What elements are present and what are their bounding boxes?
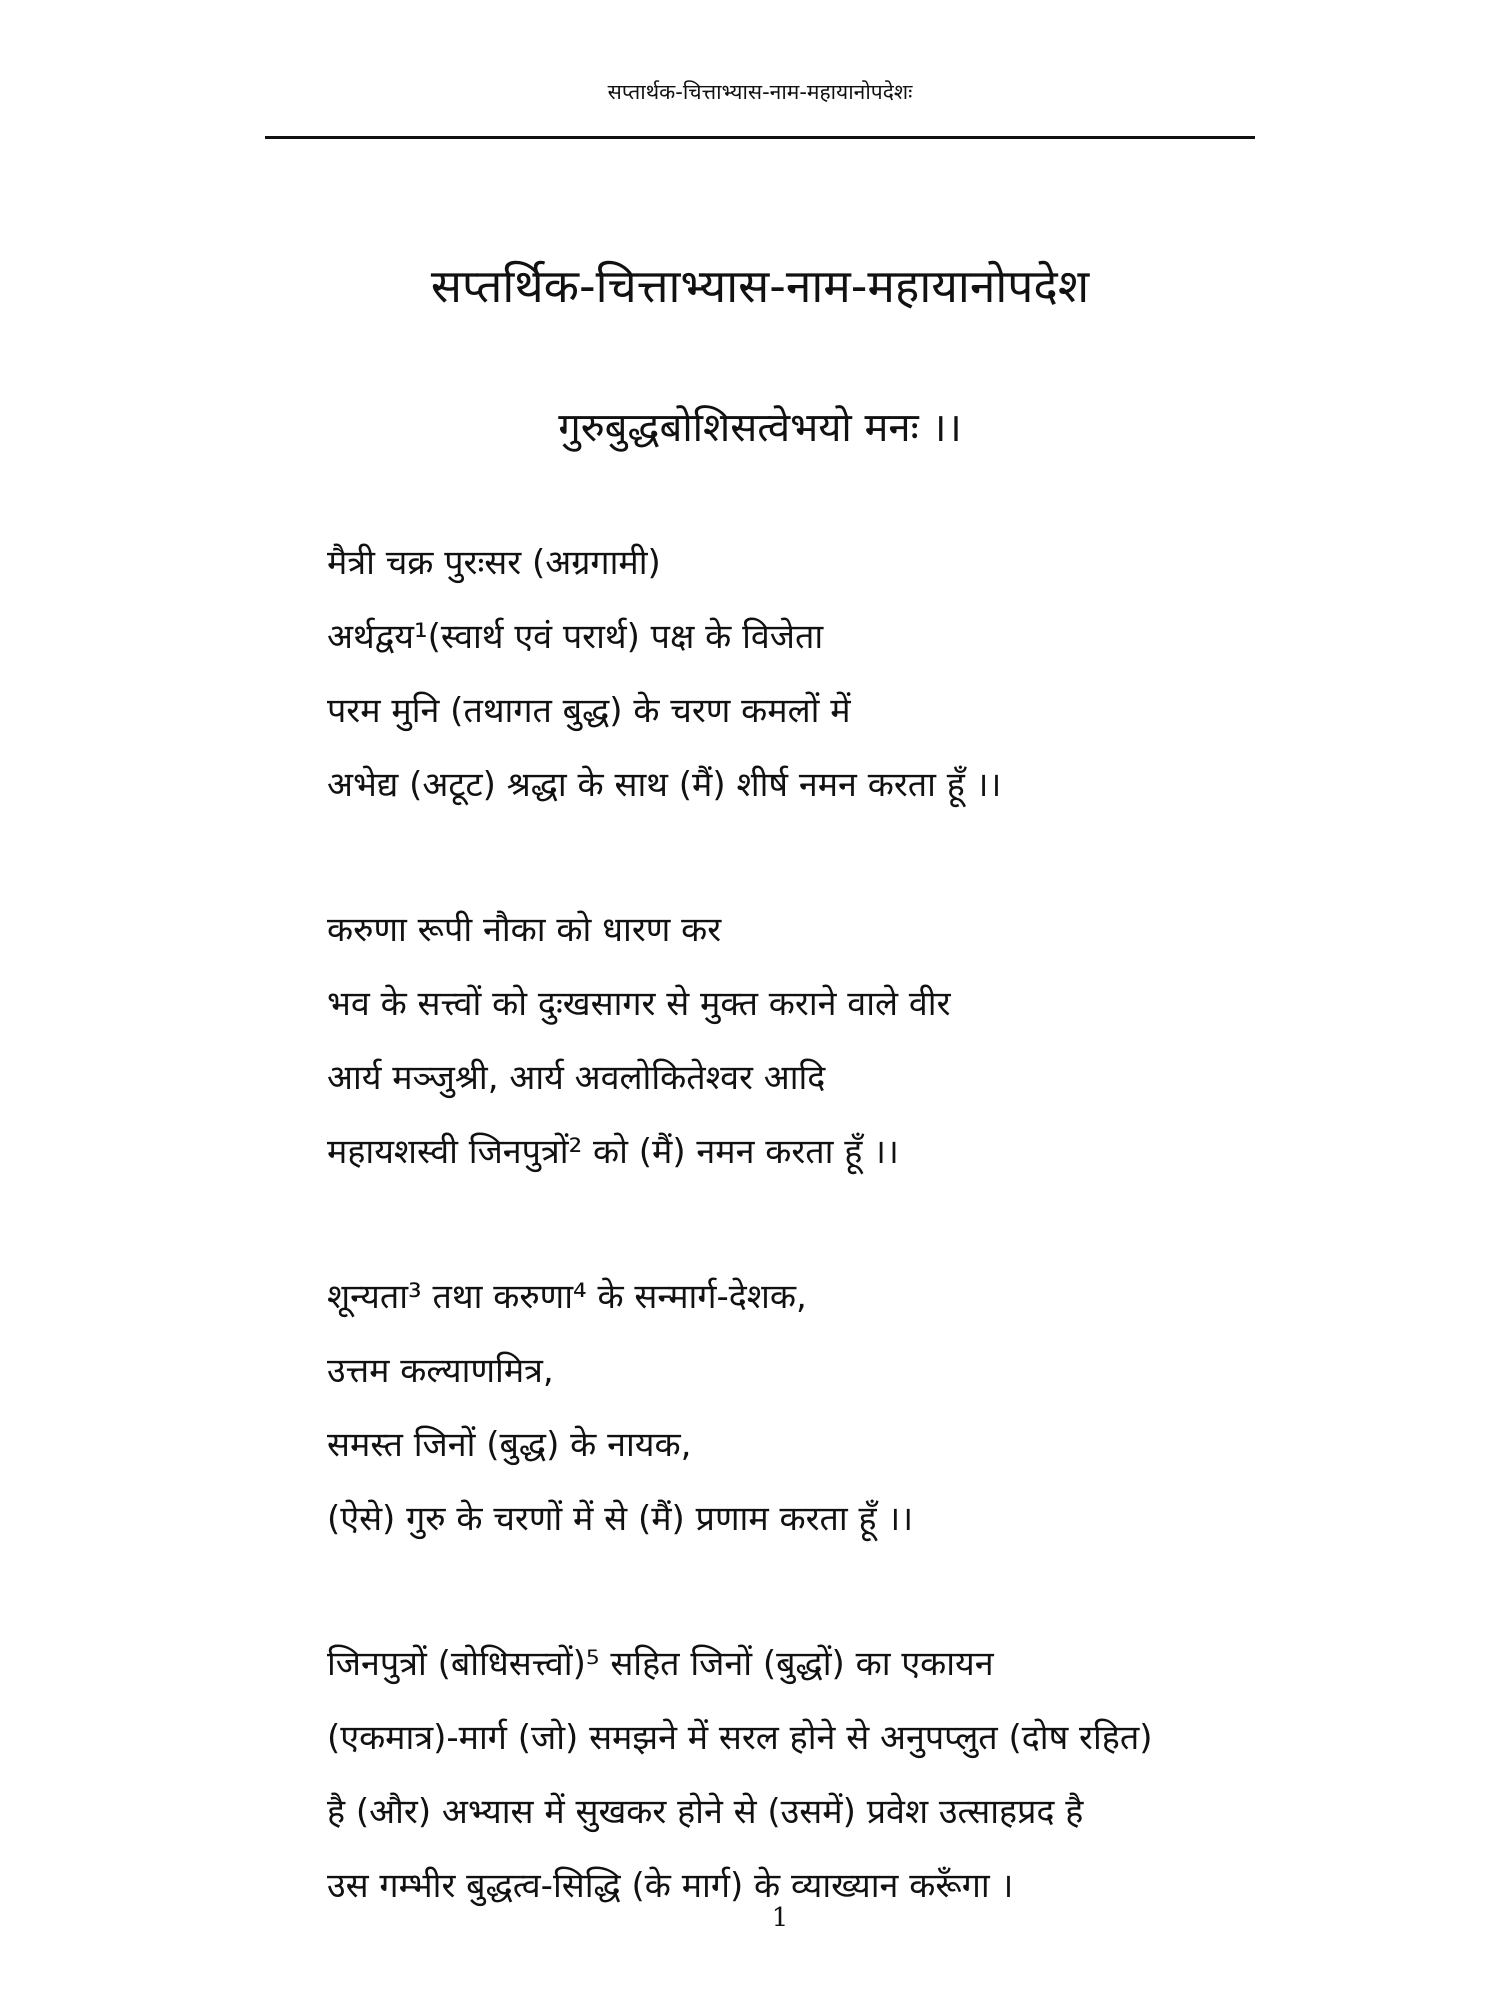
- verse-body: [327, 526, 1267, 1994]
- verse-line: समस्त जिनों (बुद्ध) के नायक,: [327, 1425, 692, 1465]
- stanza-1: [327, 526, 1267, 822]
- verse-line: अभेद्य (अटूट) श्रद्धा के साथ (मैं) शीर्ष नमन करता हूँ ।।: [327, 765, 1002, 805]
- verse-line: है (और) अभ्यास में सुखकर होने से (उसमें) प्रवेश उत्साहप्रद है: [327, 1792, 1084, 1832]
- page-number: 1: [771, 1903, 789, 1933]
- verse-line: (ऐसे) गुरु के चरणों में से (मैं) प्रणाम करता हूँ ।।: [327, 1499, 914, 1539]
- verse-line: (एकमात्र)-मार्ग (जो) समझने में सरल होने से अनुपप्लुत (दोष रहित): [327, 1718, 1153, 1758]
- stanza-4: [327, 1627, 1267, 1923]
- verse-line: आर्य मञ्जुश्री, आर्य अवलोकितेश्वर आदि: [327, 1058, 826, 1098]
- verse-line: भव के सत्त्वों को दुःखसागर से मुक्त कराने वाले वीर: [327, 984, 951, 1024]
- verse-line: परम मुनि (तथागत बुद्ध) के चरण कमलों में: [327, 691, 851, 731]
- verse-line: शून्यता³ तथा करुणा⁴ के सन्मार्ग-देशक,: [327, 1277, 807, 1317]
- running-header: सप्तार्थक-चित्ताभ्यास-नाम-महायानोपदेशः: [607, 80, 913, 104]
- verse-line: जिनपुत्रों (बोधिसत्त्वों)⁵ सहित जिनों (बुद्धों) का एकायन: [327, 1644, 994, 1684]
- verse-line: मैत्री चक्र पुरःसर (अग्रगामी): [327, 543, 661, 583]
- verse-line: करुणा रूपी नौका को धारण कर: [327, 910, 722, 950]
- header-rule: [265, 136, 1255, 139]
- verse-line: उस गम्भीर बुद्धत्व-सिद्धि (के मार्ग) के व्याख्यान करूँगा ।: [327, 1866, 1014, 1906]
- invocation-line: गुरुबुद्धबोशिसत्वेभयो मनः ।।: [558, 405, 962, 451]
- document-title: सप्तर्थिक-चित्ताभ्यास-नाम-महायानोपदेश: [430, 259, 1090, 313]
- verse-line: महायशस्वी जिनपुत्रों² को (मैं) नमन करता हूँ ।।: [327, 1132, 899, 1172]
- verse-line: अर्थद्वय¹(स्वार्थ एवं परार्थ) पक्ष के विजेता: [327, 617, 824, 657]
- stanza-2: [327, 893, 1267, 1189]
- stanza-3: [327, 1260, 1267, 1556]
- verse-line: उत्तम कल्याणमित्र,: [327, 1351, 554, 1391]
